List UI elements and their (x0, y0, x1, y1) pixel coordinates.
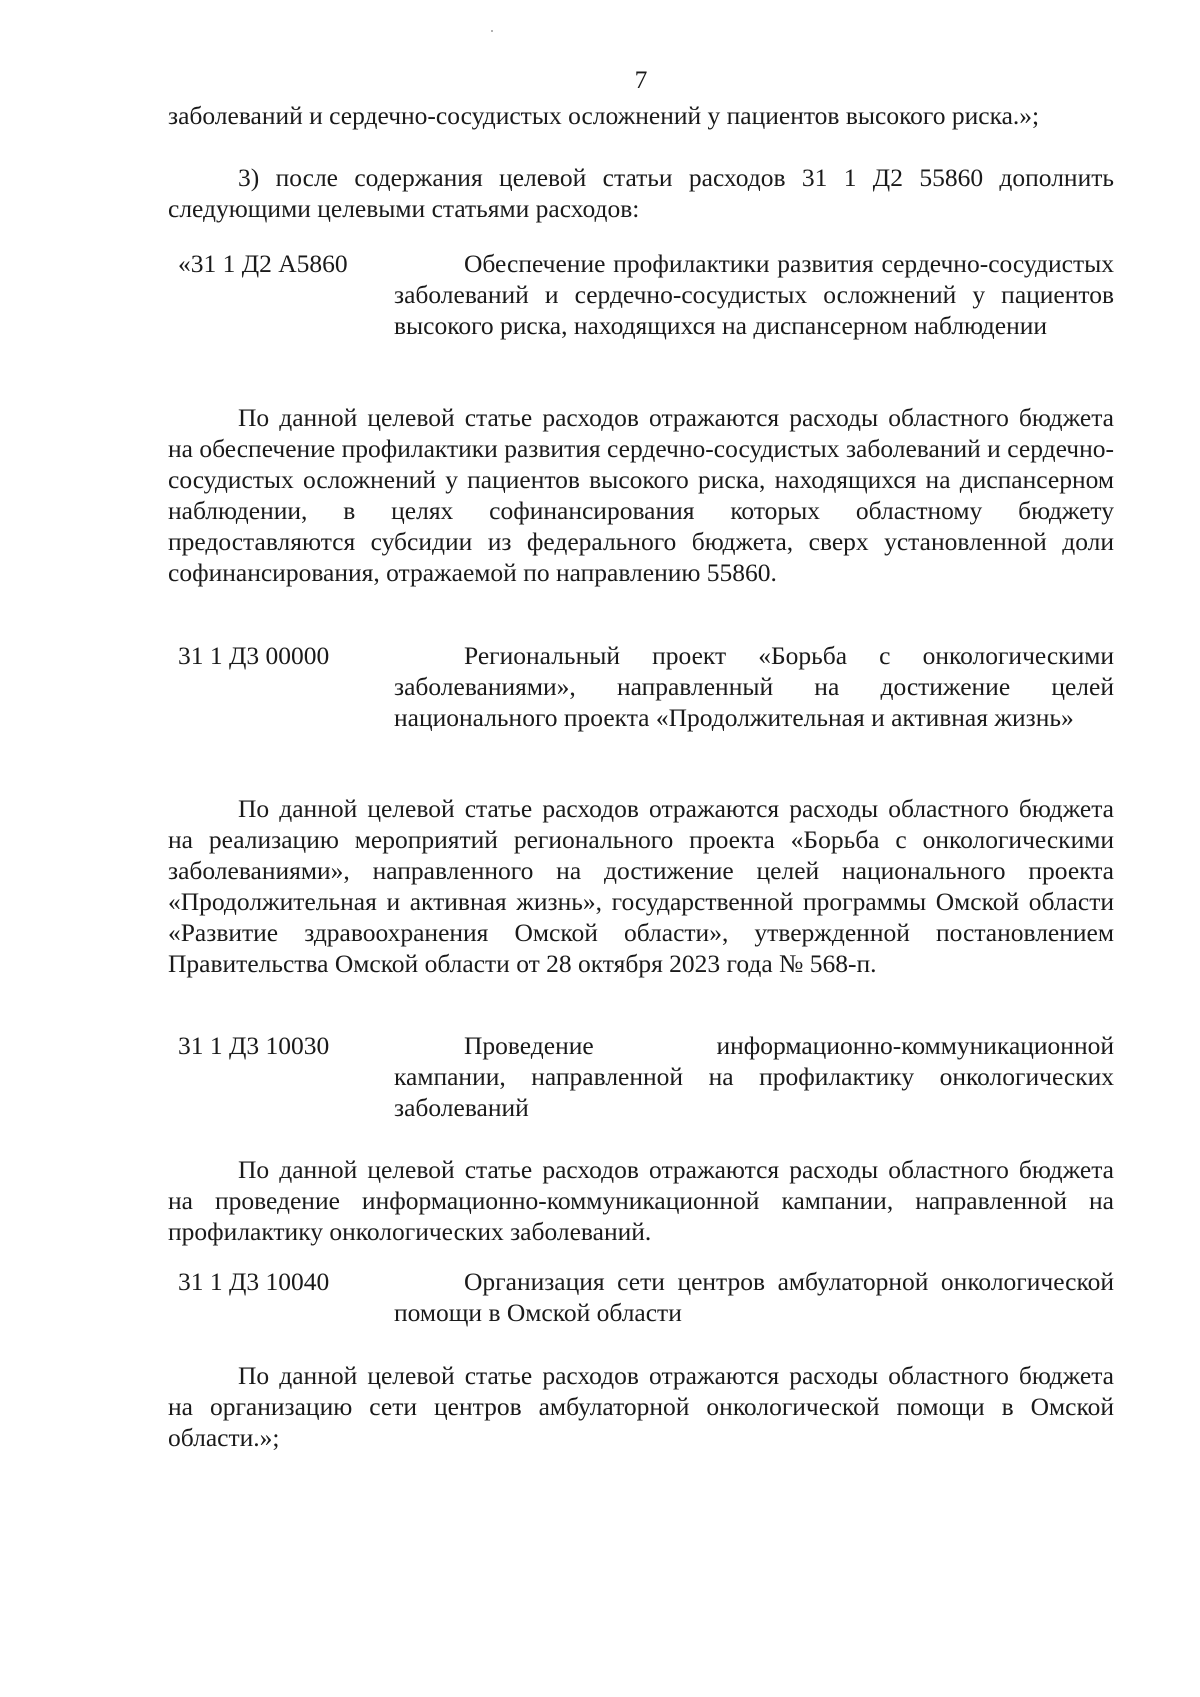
expense-code: 31 1 Д3 10040 (178, 1267, 330, 1296)
document-page (168, 0, 1114, 1697)
expense-description: По данной целевой статье расходов отражаются расходы областного бюджета на реализацию мероприятий регионального проекта «Борьба с онкологическими заболеваниями», направленного на достижение целей национального проекта «Продолжительная и активная жизнь», государственной программы Омской области «Развитие здравоохранения Омской области», утвержденной постановлением Правительства Омской области от 28 октября 2023 года № 568-п. (168, 794, 1114, 978)
expense-description: По данной целевой статье расходов отражаются расходы областного бюджета на обеспечение профилактики развития сердечно-сосудистых заболеваний и сердечно-сосудистых осложнений у пациентов высокого риска, находящихся на диспансерном наблюдении, в целях софинансирования которых областному бюджету предоставляются субсидии из федерального бюджета, сверх установленной доли софинансирования, отражаемой по направлению 55860. (168, 403, 1114, 587)
expense-description: По данной целевой статье расходов отражаются расходы областного бюджета на проведение информационно-коммуникационной кампании, направленной на профилактику онкологических заболеваний. (168, 1155, 1114, 1246)
expense-title: Региональный проект «Борьба с онкологическими заболеваниями», направленный на достижение целей национального проекта «Продолжительная и активная жизнь» (394, 641, 1114, 732)
expense-description: По данной целевой статье расходов отражаются расходы областного бюджета на организацию сети центров амбулаторной онкологической помощи в Омской области.»; (168, 1361, 1114, 1452)
expense-title: Обеспечение профилактики развития сердечно-сосудистых заболеваний и сердечно-сосудистых осложнений у пациентов высокого риска, находящихся на диспансерном наблюдении (394, 249, 1114, 340)
page-number: 7 (634, 65, 648, 94)
scan-speck (491, 30, 493, 32)
continuation-paragraph: заболеваний и сердечно-сосудистых осложнений у пациентов высокого риска.»; (168, 101, 1040, 130)
expense-code: «31 1 Д2 А5860 (178, 249, 348, 278)
expense-code: 31 1 Д3 00000 (178, 641, 330, 670)
expense-title: Проведение информационно-коммуникационной кампании, направленной на профилактику онкологических заболеваний (394, 1031, 1114, 1122)
expense-title: Организация сети центров амбулаторной онкологической помощи в Омской области (394, 1267, 1114, 1327)
expense-code: 31 1 Д3 10030 (178, 1031, 330, 1060)
item-3-paragraph: 3) после содержания целевой статьи расходов 31 1 Д2 55860 дополнить следующими целевыми статьями расходов: (168, 163, 1114, 223)
